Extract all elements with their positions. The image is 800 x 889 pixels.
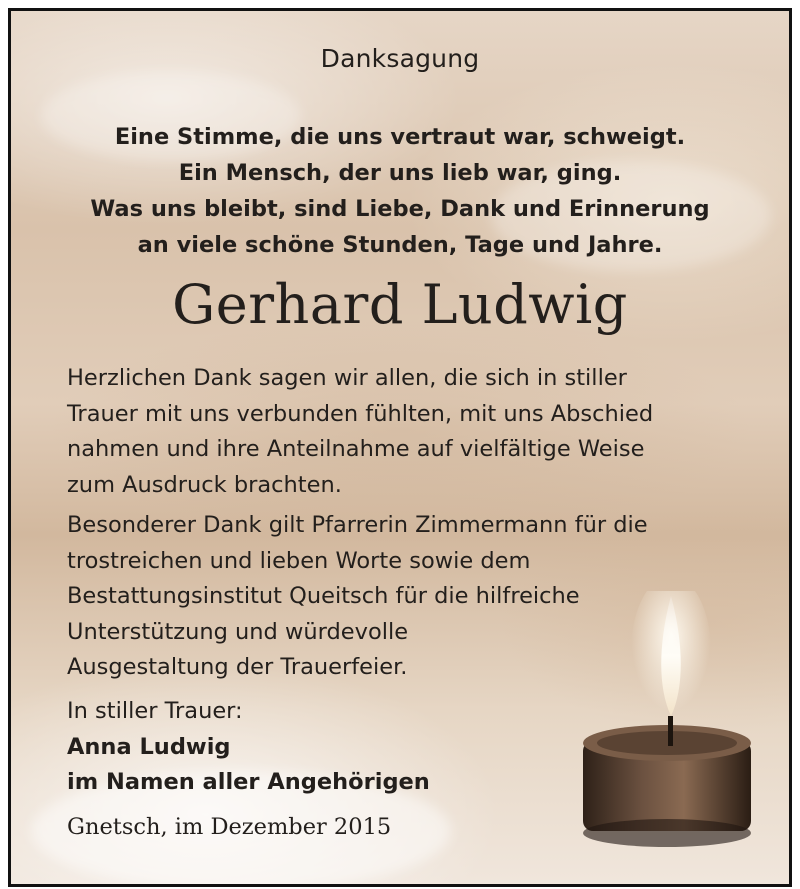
paragraph-line: Herzlichen Dank sagen wir allen, die sich in stiller: [67, 365, 627, 391]
thanks-paragraph: [67, 361, 747, 503]
poem-line: Ein Mensch, der uns lieb war, ging.: [178, 160, 622, 186]
obituary-notice: [8, 8, 792, 887]
poem-line: Was uns bleibt, sind Liebe, Dank und Erinnerung: [90, 196, 710, 222]
paragraph-line: trostreichen und lieben Worte sowie dem: [67, 547, 531, 574]
paragraph-line: Besonderer Dank gilt Pfarrerin Zimmermann für die: [67, 512, 648, 538]
signature-family: im Namen aller Angehörigen: [67, 769, 430, 795]
paragraph-line: nahmen und ihre Anteilnahme auf vielfältige Weise: [67, 436, 645, 462]
notice-heading: Danksagung: [320, 44, 480, 73]
paragraph-line: Ausgestaltung der Trauerfeier.: [67, 654, 408, 680]
signature-intro: In stiller Trauer:: [67, 698, 243, 724]
paragraph-line: Bestattungsinstitut Queitsch für die hilfreiche: [67, 583, 580, 609]
paragraph-line: zum Ausdruck brachten.: [67, 471, 342, 498]
poem-line: Eine Stimme, die uns vertraut war, schweigt.: [114, 124, 686, 150]
paragraph-line: Unterstützung und würdevolle: [67, 618, 409, 645]
poem-line: an viele schöne Stunden, Tage und Jahre.: [137, 232, 663, 258]
poem: [11, 119, 789, 263]
candle-icon: [571, 591, 761, 851]
signature-name: Anna Ludwig: [67, 733, 231, 760]
paragraph-line: Trauer mit uns verbunden fühlten, mit uns Abschied: [67, 400, 654, 427]
deceased-name: Gerhard Ludwig: [172, 273, 628, 336]
place-date: Gnetsch, im Dezember 2015: [67, 814, 392, 840]
